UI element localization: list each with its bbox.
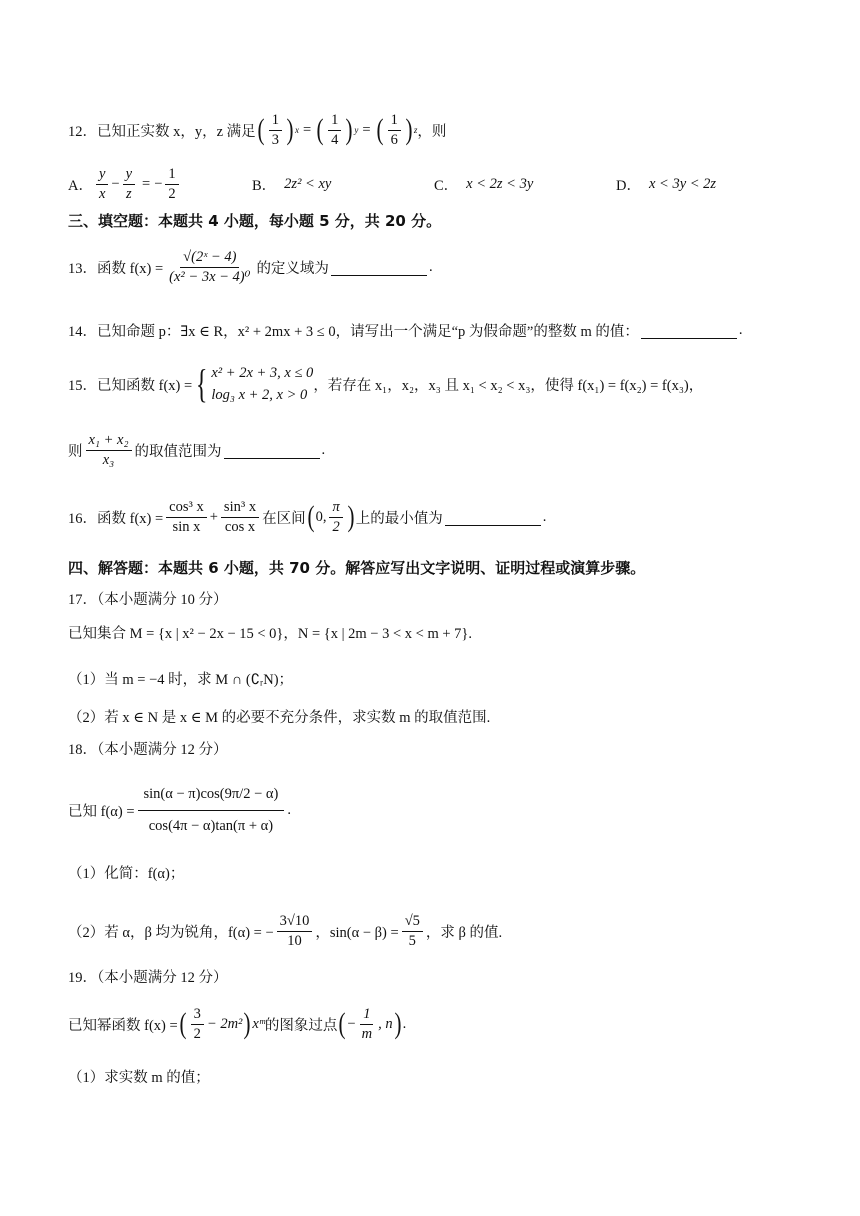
question-15-line-2: 则 $\frac{\text{x₁ + x₂}}{\text{x₃}}$ 的取值范围为 . bbox=[68, 432, 326, 468]
q12-frac-1: $\frac{1}{3}$ bbox=[269, 111, 282, 148]
q18-heading: 18．（本小题满分 12 分） bbox=[68, 742, 228, 758]
q17-part-1: （1）当 m = −4 时，求 M ∩ (∁ᵣN)； bbox=[68, 672, 294, 688]
q12-frac-3: $\frac{1}{6}$ bbox=[388, 111, 401, 148]
q12-option-d: D． x < 3y < 2z bbox=[616, 176, 717, 194]
q19-heading: 19．（本小题满分 12 分） bbox=[68, 970, 228, 986]
question-14: 14．已知命题 p：∃x ∈ R，x² + 2mx + 3 ≤ 0，请写出一个满足“p 为假命题”的整数 m 的值： . bbox=[68, 322, 743, 340]
q12-option-c: C． x < 2z < 3y bbox=[434, 176, 534, 194]
question-12: 12．已知正实数 x，y，z 满足 ( $\frac{1}{3}$ ) x = ( $\frac{1}{4}$ ) y = ( $\frac{1}{6}$ ) z ，则 bbox=[68, 112, 447, 148]
q19-part-1: （1）求实数 m 的值； bbox=[68, 1070, 210, 1086]
q15-answer-blank[interactable] bbox=[224, 442, 320, 459]
section-3-heading: 三、填空题：本题共 4 小题，每小题 5 分，共 20 分。 bbox=[68, 212, 442, 230]
q16-answer-blank[interactable] bbox=[445, 509, 541, 526]
q12-frac-2: $\frac{1}{4}$ bbox=[328, 111, 341, 148]
q18-part-2: （2）若 α，β 均为锐角，f(α) = − $\frac{3√10}{10}$ ，sin(α − β) = $\frac{√5}{5}$ ，求 β 的值. bbox=[68, 913, 503, 949]
question-13: 13． 函数 f(x) = $\frac{\text{√(2ˣ − 4)}}{\text{(x² − 3x − 4)⁰}}$ 的定义域为 . bbox=[68, 249, 433, 285]
q18-statement: 已知 f(α) = $\frac{\sin(\alpha - \pi)\cos(9\pi/2 - \alpha)}{\cos(4\pi - \alpha)\tan(\pi + \alpha)}$ . bbox=[68, 772, 291, 848]
section-4-heading: 四、解答题：本题共 6 小题，共 70 分。解答应写出文字说明、证明过程或演算步骤。 bbox=[68, 559, 646, 577]
q14-answer-blank[interactable] bbox=[641, 322, 737, 339]
q17-heading: 17．（本小题满分 10 分） bbox=[68, 592, 228, 608]
q17-statement: 已知集合 M = {x | x² − 2x − 15 < 0}，N = {x | 2m − 3 < x < m + 7}. bbox=[68, 626, 473, 642]
q17-part-2: （2）若 x ∈ N 是 x ∈ M 的必要不充分条件，求实数 m 的取值范围. bbox=[68, 710, 491, 726]
question-15: 15．已知函数 f(x) = { x² + 2x + 3, x ≤ 0 log₃ x + 2, x > 0 ，若存在 x₁，x₂，x₃ 且 x₁ < x₂ < x₃，使得 f(x₁) = f(x₂) = f(x₃)， bbox=[68, 361, 704, 406]
q18-part-1: （1）化简：f(α)； bbox=[68, 866, 185, 882]
q13-answer-blank[interactable] bbox=[331, 259, 427, 276]
q12-option-b: B． 2z² < xy bbox=[252, 176, 332, 194]
question-16: 16．函数 f(x) = $\frac{\text{cos³ x}}{\text{sin x}}$ + $\frac{\text{sin³ x}}{\text{cos x}}$ 在区间 ( 0, $\frac{\pi}{2}$ ) 上的最小值为 . bbox=[68, 499, 547, 535]
q12-text: 12．已知正实数 x，y，z 满足 bbox=[68, 123, 256, 140]
q12-option-a: A． $\frac{y}{x}$ − $\frac{y}{z}$ = − $\frac{1}{2}$ bbox=[68, 164, 182, 204]
q19-statement: 已知幂函数 f(x) = ( $\frac{3}{2}$ − 2m² ) xᵐ 的图象过点 ( − $\frac{1}{m}$ , n ) . bbox=[68, 1006, 407, 1042]
